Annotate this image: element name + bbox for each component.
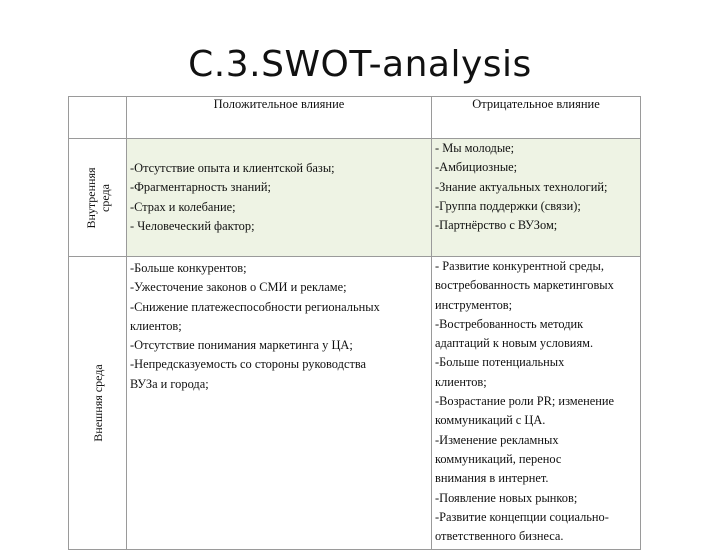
list-item: - Мы молодые; — [435, 141, 515, 155]
list-item: -Страх и колебание; — [130, 199, 236, 214]
list-item: инструментов; — [435, 297, 513, 312]
list-item: коммуникаций с ЦА. — [435, 413, 546, 428]
row-label-external — [69, 257, 127, 550]
swot-header-row — [69, 97, 641, 139]
list-item: -Знание актуальных технологий; — [435, 179, 608, 194]
internal-negative-cell — [432, 139, 641, 257]
list-item: востребованность маркетинговых — [435, 278, 614, 293]
row-label-internal — [69, 139, 127, 257]
list-item: адаптаций к новым условиям. — [435, 336, 594, 351]
list-item: ответственного бизнеса. — [435, 529, 564, 544]
row-label-line: Внутренняя — [83, 166, 98, 229]
list-item: -Снижение платежеспособности региональных — [130, 299, 380, 314]
list-item: -Ужесточение законов о СМИ и рекламе; — [130, 280, 347, 295]
list-item: клиентов; — [130, 318, 182, 333]
external-positive-cell — [127, 257, 432, 550]
swot-table — [68, 96, 641, 550]
list-item: -Востребованность методик — [435, 316, 584, 331]
list-item: -Группа поддержки (связи); — [435, 198, 581, 213]
list-item: -Развитие концепции социально- — [435, 509, 609, 524]
list-item: -Больше потенциальных — [435, 355, 565, 370]
row-internal — [69, 139, 641, 257]
list-item: клиентов; — [435, 374, 487, 389]
list-item: -Непредсказуемость со стороны руководства — [130, 357, 367, 372]
external-negative-cell — [432, 257, 641, 550]
header-negative: Отрицательное влияние — [432, 97, 641, 139]
list-item: -Возрастание роли PR; изменение — [435, 394, 615, 409]
list-item: -Отсутствие опыта и клиентской базы; — [130, 161, 335, 175]
list-item: коммуникаций, перенос — [435, 451, 562, 466]
internal-positive-cell — [127, 139, 432, 257]
row-external — [69, 257, 641, 550]
list-item: -Партнёрство с ВУЗом; — [435, 218, 558, 233]
row-label-line: Внешняя среда — [90, 364, 105, 442]
list-item: -Изменение рекламных — [435, 432, 559, 447]
list-item: ВУЗа и города; — [130, 376, 209, 391]
list-item: внимания в интернет. — [435, 471, 549, 486]
list-item: -Появление новых рынков; — [435, 490, 578, 505]
list-item: - Развитие конкурентной среды, — [435, 259, 604, 273]
list-item: -Фрагментарность знаний; — [130, 180, 271, 195]
list-item: -Отсутствие понимания маркетинга у ЦА; — [130, 338, 353, 353]
list-item: - Человеческий фактор; — [130, 218, 255, 233]
corner-cell — [69, 97, 127, 139]
list-item: -Больше конкурентов; — [130, 261, 247, 275]
slide-title: C.3.SWOT-analysis — [188, 44, 532, 85]
header-positive: Положительное влияние — [127, 97, 432, 139]
list-item: -Амбициозные; — [435, 160, 518, 175]
row-label-line: среда — [97, 183, 112, 212]
